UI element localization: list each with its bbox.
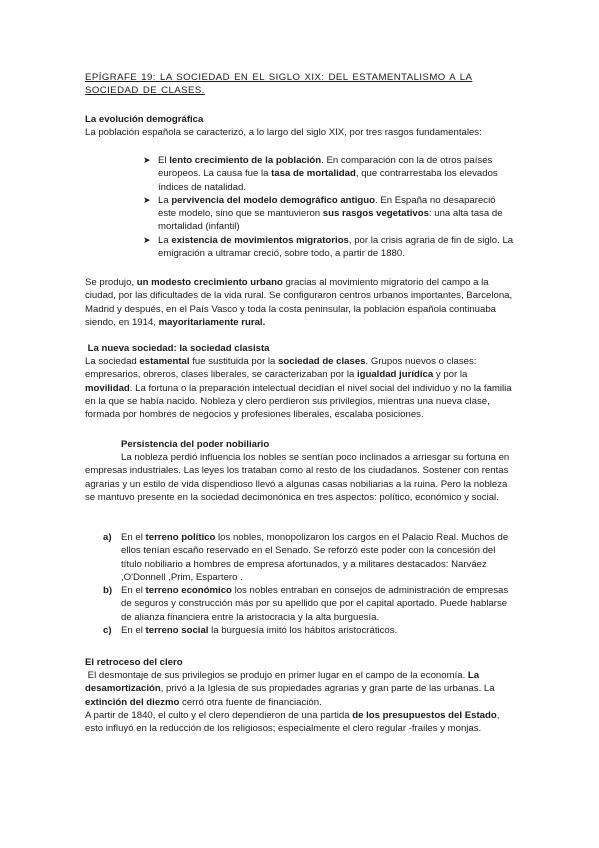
heading-retroceso-clero: El retroceso del clero bbox=[85, 657, 183, 668]
list-item: ➤ El lento crecimiento de la población. En comparación con la de otros países europeos. La causa fue la tasa de mortalidad, que contrarrestaba los elevados índices de natalidad. bbox=[143, 155, 498, 193]
rasgos-list bbox=[143, 154, 515, 260]
arrow-bullet-icon: ➤ bbox=[143, 155, 151, 165]
document-title: EPÍGRAFE 19: LA SOCIEDAD EN EL SIGLO XIX: DEL ESTAMENTALISMO A LA SOCIEDAD DE CLASES. bbox=[85, 72, 473, 97]
heading-demografia: La evolución demográfica bbox=[85, 114, 204, 125]
list-item: b) En el terreno económico los nobles entraban en consejos de administración de empresas de seguros y construcción más por su apellido que por el capital aportado. Puede hablarse de alianza financiera entre la aristocracia y la alta burguesía. bbox=[103, 585, 509, 623]
heading-sociedad-clasista: La nueva sociedad: la sociedad clasista bbox=[85, 343, 270, 354]
arrow-bullet-icon: ➤ bbox=[143, 194, 151, 205]
list-item: ➤ La existencia de movimientos migratorios, por la crisis agraria de fin de siglo. La emigración a ultramar creció, sobre todo, a partir de 1880. bbox=[143, 234, 514, 260]
paragraph-clero: El desmontaje de sus privilegios se produjo en primer lugar en el campo de la economía. La desamortización, privó a la Iglesia de sus propiedades agrarias y gran parte de las urbanas. La extinción del diezmo cerró otra fuente de financiación. bbox=[85, 670, 498, 708]
paragraph-urbano: Se produjo, un modesto crecimiento urbano gracias al movimiento migratorio del campo a la ciudad, por las dificultades de la vida rural. Se configuraron centros urbanos importantes, Barcelona, Madrid y después, en el País Vasco y toda la costa peninsular, la población española continuaba siendo, en 1914, mayoritariamente rural. bbox=[85, 277, 513, 328]
list-item: a) En el terreno político los nobles, monopolizaron los cargos en el Palacio Real. Muchos de ellos tenían escaño reservado en el Senado. Se reforzó este poder con la concesión del título nobiliario a hombres de empresa afortunados, y a militares destacados: Narváez ,O'Donnell ,Prim, Espartero . bbox=[103, 532, 509, 583]
list-item: ➤ La pervivencia del modelo demográfico antiguo. En España no desapareció este modelo, sino que se mantuvieron sus rasgos vegetativos: una alta tasa de mortalidad (infantil) bbox=[143, 194, 503, 233]
aspectos-list bbox=[103, 531, 517, 637]
paragraph-presupuestos: A partir de 1840, el culto y el clero dependieron de una partida de los presupuestos del Estado, esto influyó en la reducción de los religiosos; especialmente el clero regular -frailes y monjas. bbox=[85, 710, 500, 735]
heading-poder-nobiliario: Persistencia del poder nobiliario bbox=[121, 439, 270, 450]
intro-demografia: La población española se caracterizó, a lo largo del siglo XIX, por tres rasgos fundamentales: bbox=[85, 127, 482, 138]
paragraph-nobleza: La nobleza perdió influencia los nobles se sentían poco inclinados a arriesgar su fortuna en empresas industriales. Las leyes los trataban como al resto de los ciudadanos. Sostener con rentas agrarias y un estilo de vida dispendioso llevó a algunas casas nobiliarias a la ruina. Pero la nobleza se mantuvo presente en la sociedad decimonónica en tres aspectos: político, económico y social. bbox=[85, 452, 510, 503]
paragraph-sociedad-clasista: La sociedad estamental fue sustituida por la sociedad de clases. Grupos nuevos o clases: empresarios, obreros, clases liberales, se caracterizaban por la igualdad jurídica y por la movilidad. La fortuna o la preparación intelectual decidían el nivel social del individuo y no la familia en la que se había nacido. Nobleza y clero perdieron sus privilegios, mientras una nueva clase, formada por hombres de negocios y profesiones liberales, escalaba posiciones. bbox=[85, 356, 512, 421]
arrow-bullet-icon: ➤ bbox=[143, 234, 151, 245]
list-item: c) En el terreno social la burguesía imitó los hábitos aristocráticos. bbox=[103, 625, 398, 637]
